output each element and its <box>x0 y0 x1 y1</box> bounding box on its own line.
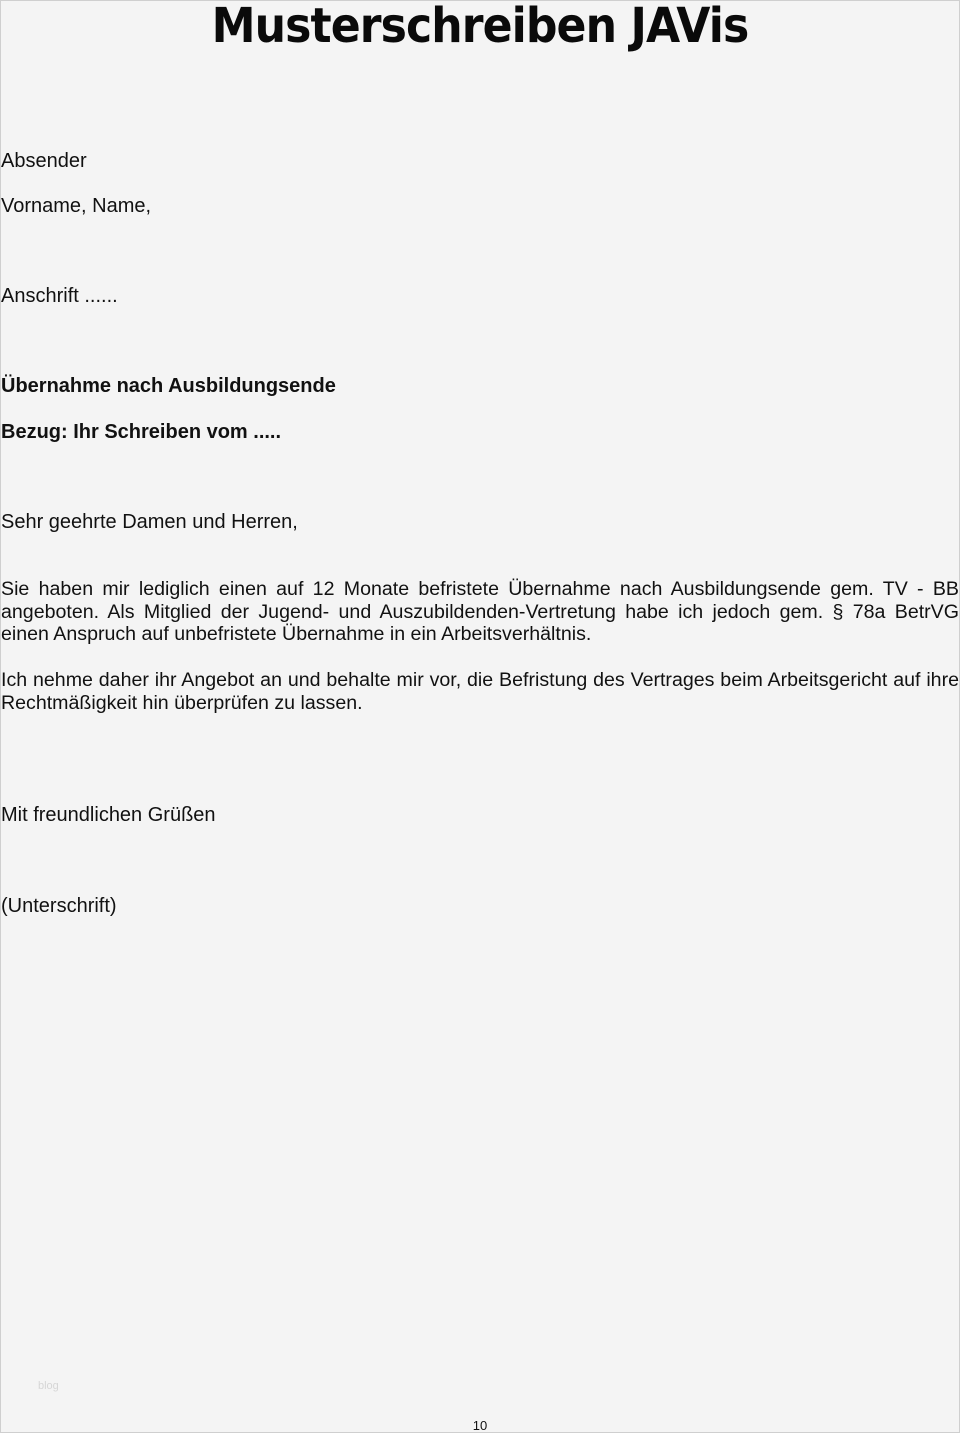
sender-name: Vorname, Name, <box>1 195 152 217</box>
page-number: 10 <box>472 1418 488 1433</box>
body-paragraph-1: Sie haben mir lediglich einen auf 12 Monate befristete Übernahme nach Ausbildungsende gem. TV - BB angeboten. Als Mitglied der Jugend- und Auszubildenden-Vertretung habe ich jedoch gem. § 78a BetrVG einen Anspruch auf unbefristete Übernahme in ein Arbeitsverhältnis. <box>1 578 959 645</box>
closing: Mit freundlichen Grüßen <box>1 804 216 826</box>
subject-line: Übernahme nach Ausbildungsende <box>1 375 336 397</box>
sender-label: Absender <box>1 150 87 172</box>
sender-address: Anschrift ...... <box>1 285 118 307</box>
reference-line: Bezug: Ihr Schreiben vom ..... <box>1 421 282 443</box>
body-paragraph-2: Ich nehme daher ihr Angebot an und behalte mir vor, die Befristung des Vertrages beim Arbeitsgericht auf ihre Rechtmäßigkeit hin überprüfen zu lassen. <box>1 669 959 714</box>
signature-placeholder: (Unterschrift) <box>1 895 117 917</box>
document-title: Musterschreiben JAVis <box>211 0 749 54</box>
salutation: Sehr geehrte Damen und Herren, <box>1 511 298 533</box>
watermark: blog <box>38 1380 59 1392</box>
